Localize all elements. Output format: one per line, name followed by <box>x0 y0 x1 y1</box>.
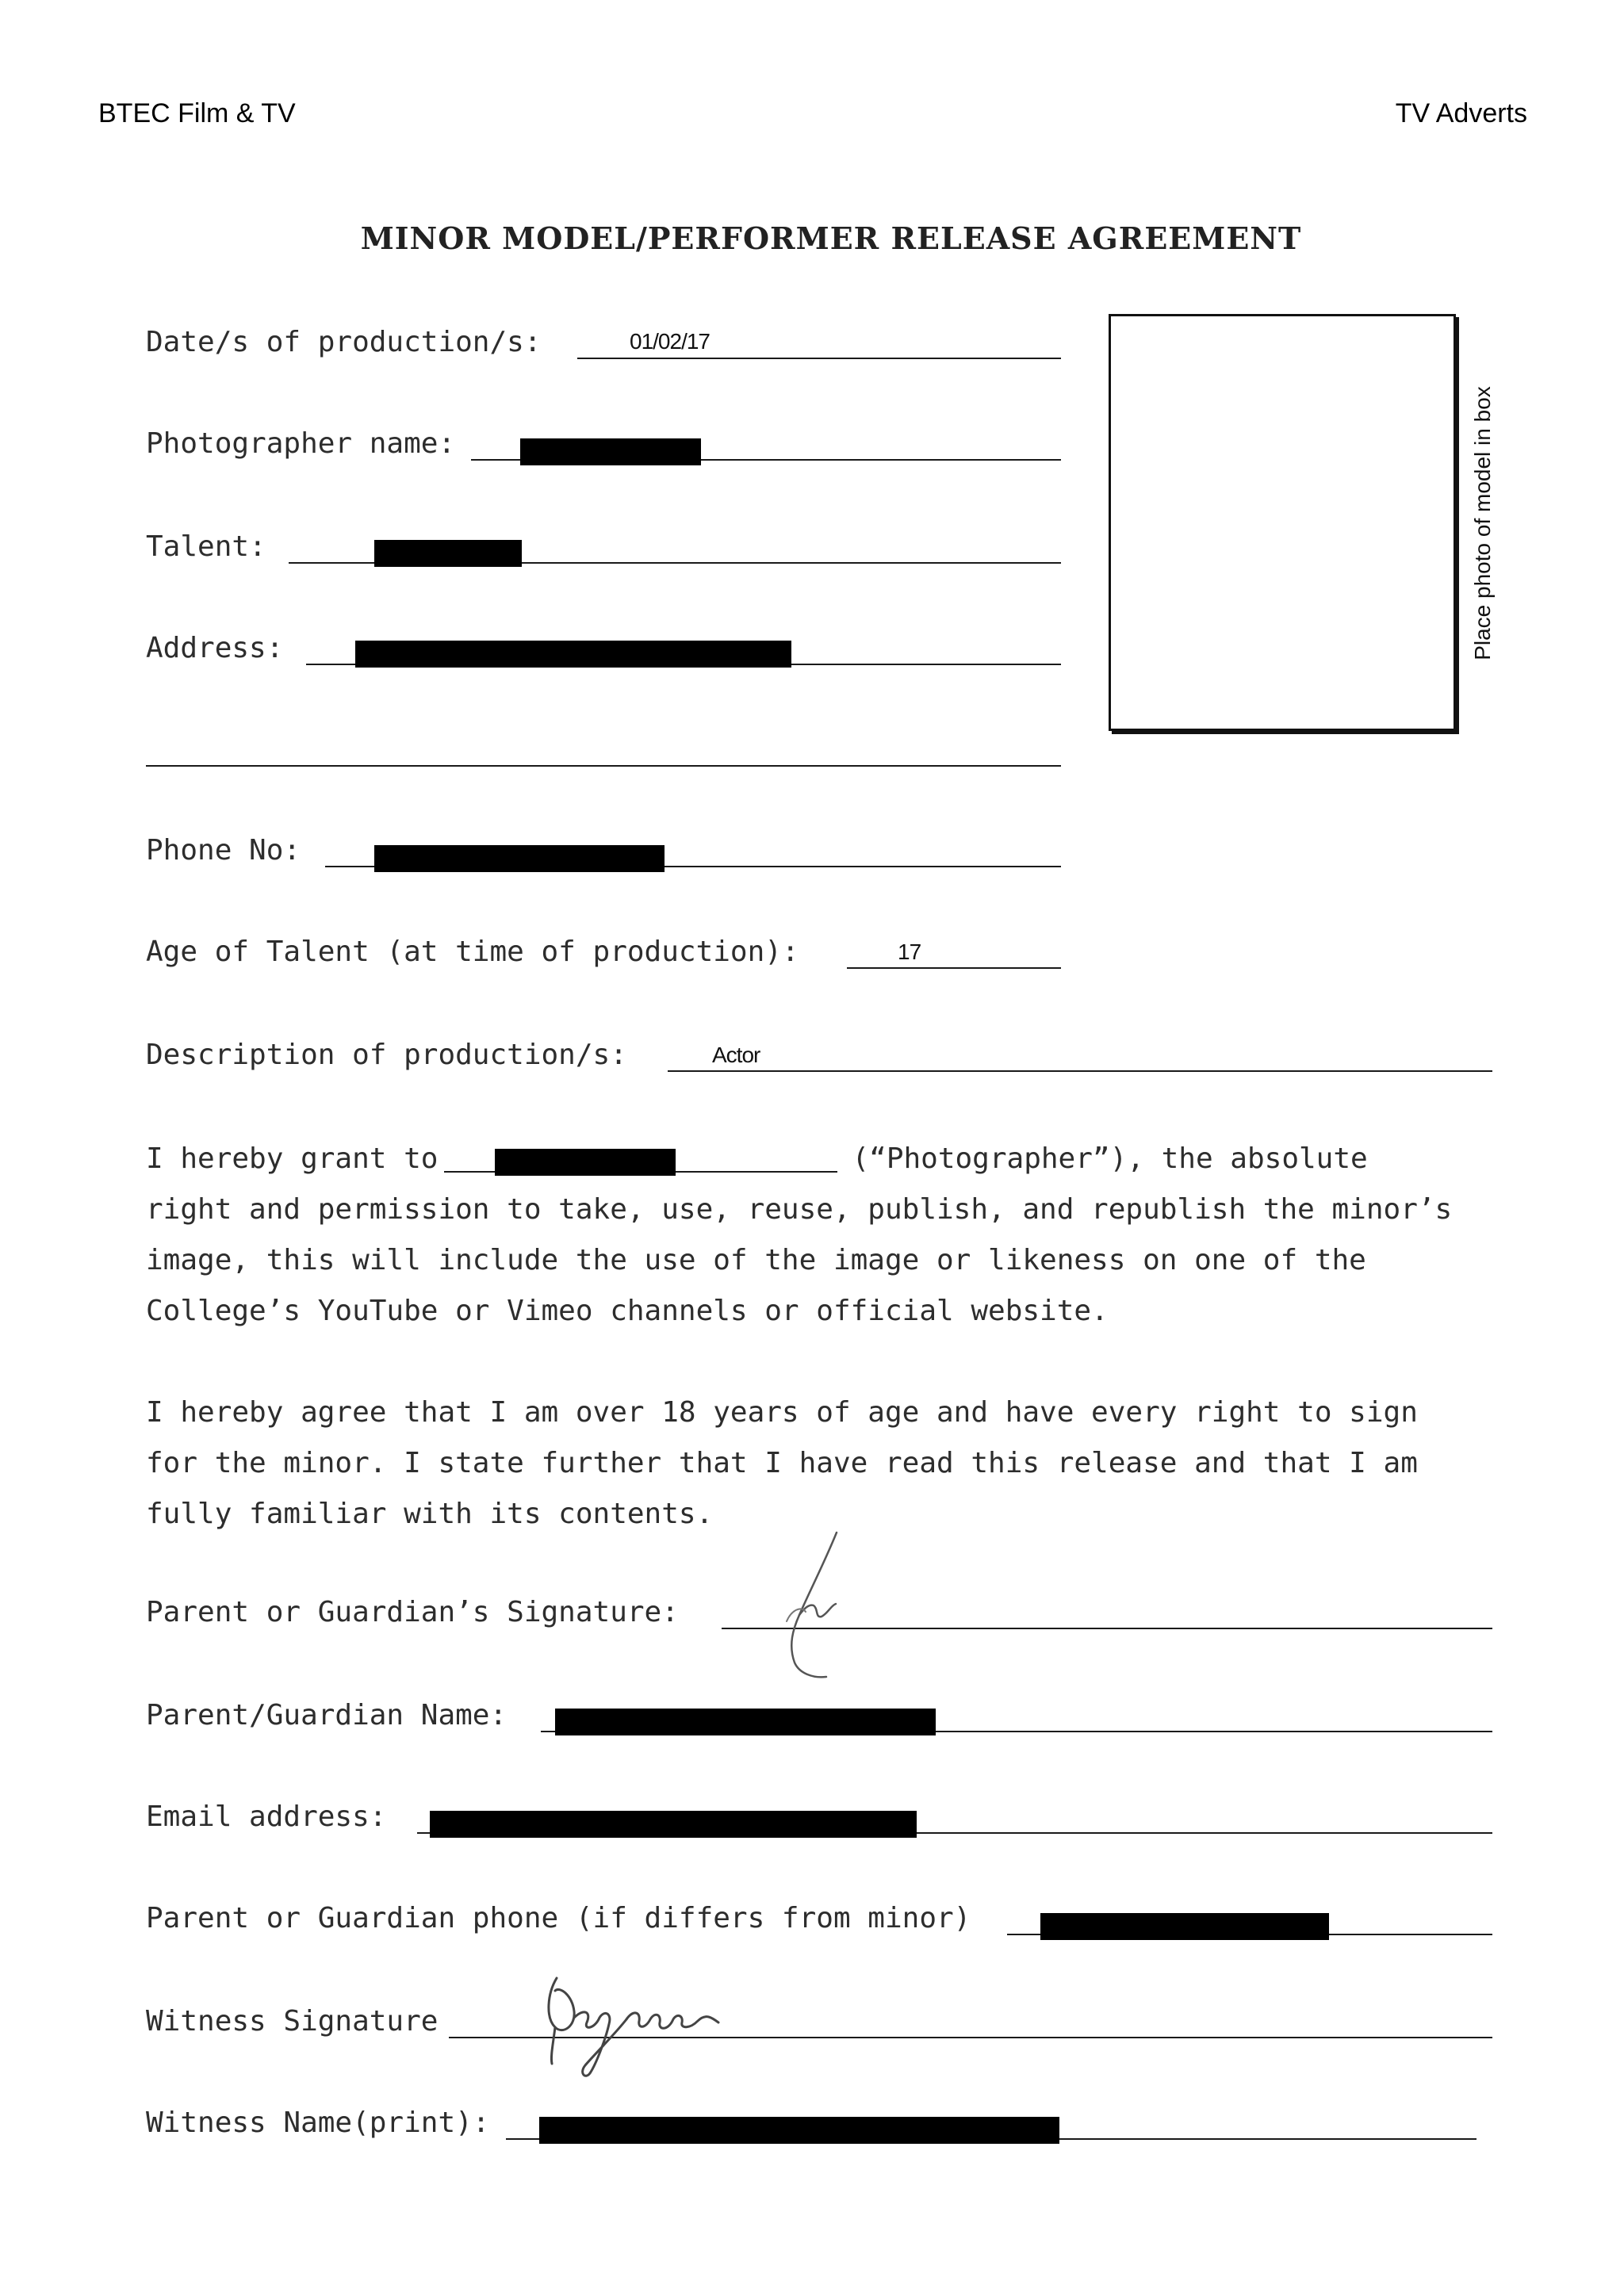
date-field-line[interactable] <box>577 358 1061 359</box>
photographer-label: Photographer name: <box>146 427 456 460</box>
grant-text-start: I hereby grant to <box>146 1142 439 1175</box>
grant-line-1 <box>146 1134 1542 1184</box>
redaction-bar <box>430 1811 917 1838</box>
redaction-bar <box>374 845 665 872</box>
photo-box[interactable] <box>1109 314 1456 731</box>
agree-paragraph <box>146 1387 1542 1540</box>
description-field-line[interactable] <box>668 1070 1492 1072</box>
redaction-bar <box>355 641 791 668</box>
agree-line-3: fully familiar with its contents. <box>146 1498 714 1530</box>
grant-line-4: College’s YouTube or Vimeo channels or official website. <box>146 1295 1109 1327</box>
redaction-bar <box>374 540 522 567</box>
photo-caption <box>1467 369 1499 678</box>
redaction-bar <box>1040 1913 1329 1940</box>
age-value: 17 <box>898 939 921 964</box>
witness-signature <box>539 1962 737 2081</box>
grant-line-2: right and permission to take, use, reuse, publish, and republish the minor’s <box>146 1193 1453 1226</box>
redaction-bar <box>520 438 701 465</box>
redaction-bar <box>555 1709 936 1735</box>
witness-name-label: Witness Name(print): <box>146 2107 490 2139</box>
form-title: MINOR MODEL/PERFORMER RELEASE AGREEMENT <box>360 220 1302 256</box>
header-left: BTEC Film & TV <box>98 98 296 128</box>
grant-line-3: image, this will include the use of the image or likeness on one of the <box>146 1244 1366 1276</box>
agree-line-1: I hereby agree that I am over 18 years of age and have every right to sign <box>146 1396 1418 1429</box>
date-label: Date/s of production/s: <box>146 326 542 358</box>
header-right: TV Adverts <box>1395 98 1527 128</box>
grantee-field-line[interactable] <box>444 1136 837 1173</box>
email-label: Email address: <box>146 1800 387 1833</box>
photo-caption-text: Place photo of model in box <box>1470 386 1495 660</box>
phone-label: Phone No: <box>146 834 301 867</box>
address-second-line[interactable] <box>146 765 1061 767</box>
guardian-name-label: Parent/Guardian Name: <box>146 1699 508 1732</box>
description-label: Description of production/s: <box>146 1039 627 1071</box>
grant-paragraph <box>146 1134 1542 1337</box>
talent-label: Talent: <box>146 530 266 563</box>
witness-signature-label: Witness Signature <box>146 2005 439 2038</box>
guardian-signature <box>753 1526 864 1685</box>
description-value: Actor <box>712 1043 760 1067</box>
address-label: Address: <box>146 632 284 664</box>
date-value: 01/02/17 <box>630 329 710 354</box>
age-field-line[interactable] <box>847 967 1061 969</box>
guardian-phone-label: Parent or Guardian phone (if differs from minor) <box>146 1902 971 1934</box>
grant-text-end: (“Photographer”), the absolute <box>852 1142 1368 1175</box>
agree-line-2: for the minor. I state further that I have read this release and that I am <box>146 1447 1418 1479</box>
redaction-bar <box>495 1149 676 1176</box>
age-label: Age of Talent (at time of production): <box>146 936 799 968</box>
guardian-signature-label: Parent or Guardian’s Signature: <box>146 1596 679 1628</box>
redaction-bar <box>539 2117 1059 2144</box>
